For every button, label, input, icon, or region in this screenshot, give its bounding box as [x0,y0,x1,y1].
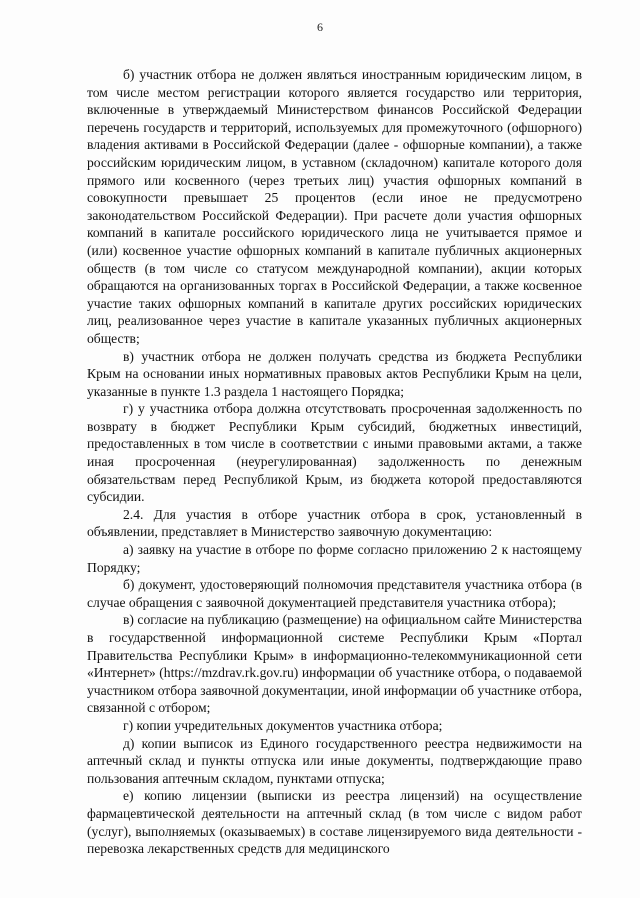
paragraph-b-offshore: б) участник отбора не должен являться иностранным юридическим лицом, в том числе местом регистрации которого является государство или территория, включенные в утверждаемый Министерством финансов Российской Федерации перечень государств и территорий, используемых для промежуточного (офшорного) владения активами в Российской Федерации (далее - офшорные компании), а также российским юридическим лицом, в уставном (складочном) капитале которого доля прямого или косвенного (через третьих лиц) участия офшорных компаний в совокупности превышает 25 процентов (если иное не предусмотрено законодательством Российской Федерации). При расчете доли участия офшорных компаний в капитале российского юридического лица не учитывается прямое и (или) косвенное участие офшорных компаний в капитале публичных акционерных обществ (в том числе со статусом международной компании), акции которых обращаются на организованных торгах в Российской Федерации, а также косвенное участие таких офшорных компаний в капитале других российских юридических лиц, реализованное через участие в капитале указанных публичных акционерных обществ; [87,67,582,346]
page-number: 6 [317,20,323,34]
document-body [87,66,582,858]
paragraph-v-publication-consent: в) согласие на публикацию (размещение) на официальном сайте Министерства в государственной информационной системе Республики Крым «Портал Правительства Республики Крым» в информационно-телекоммуникационной сети «Интернет» (https://mzdrav.rk.gov.ru) информации об участнике отбора, о подаваемой участником отбора заявочной документации, иной информации об участнике отбора, связанной с отбором; [87,612,582,716]
paragraph-d-registry-extracts: д) копии выписок из Единого государственного реестра недвижимости на аптечный склад и пункты отпуска или иные документы, подтверждающие право пользования аптечным складом, пунктами отпуска; [87,735,582,786]
paragraph-b-authority-document: б) документ, удостоверяющий полномочия представителя участника отбора (в случае обращения с заявочной документацией представителя участника отбора); [87,577,582,610]
paragraph-g-overdue-debt: г) у участника отбора должна отсутствовать просроченная задолженность по возврату в бюджет Республики Крым субсидий, бюджетных инвестиций, предоставленных в том числе в соответствии с иными правовыми актами, а также иная просроченная (неурегулированная) задолженность по денежным обязательствам перед Республикой Крым, из бюджета которой предоставляются субсидии. [87,401,582,505]
paragraph-e-license-copy: е) копию лицензии (выписки из реестра лицензий) на осуществление фармацевтической деятельности на аптечный склад (в том числе с видом работ (услуг), выполняемых (оказываемых) в составе лицензируемого вида деятельности - перевозка лекарственных средств для медицинского [87,788,582,857]
paragraph-v-budget-funds: в) участник отбора не должен получать средства из бюджета Республики Крым на основании иных нормативных правовых актов Республики Крым на цели, указанные в пункте 1.3 раздела 1 настоящего Порядка; [87,348,582,399]
paragraph-2-4-documentation: 2.4. Для участия в отборе участник отбора в срок, установленный в объявлении, представляет в Министерство заявочную документацию: [87,506,582,540]
paragraph-a-application: а) заявку на участие в отборе по форме согласно приложению 2 к настоящему Порядку; [87,542,582,575]
paragraph-g-founding-documents: г) копии учредительных документов участника отбора; [123,717,443,733]
